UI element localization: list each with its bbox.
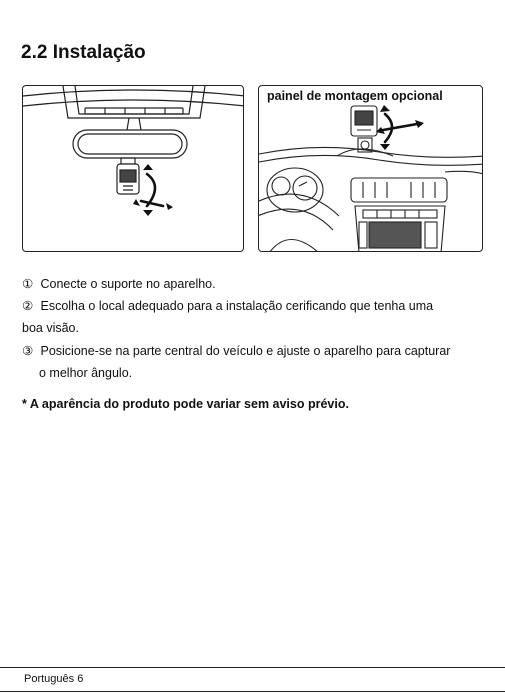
figure-label: painel de montagem opcional [267, 89, 443, 103]
step-2-text-cont: boa visão. [22, 321, 79, 335]
step-1 [22, 273, 216, 295]
dashboard-mount-illustration [258, 85, 483, 252]
step-2-continuation [22, 317, 79, 339]
footer-divider-top [0, 667, 505, 668]
step-3-text-cont: o melhor ângulo. [39, 366, 133, 380]
step-1-marker: ① [22, 277, 34, 291]
disclaimer-note: * A aparência do produto pode variar sem aviso prévio. [22, 397, 349, 411]
step-2-text: Escolha o local adequado para a instalação cerificando que tenha uma [40, 299, 434, 313]
step-2-marker: ② [22, 299, 34, 313]
step-3 [22, 340, 450, 362]
footer-divider-bottom [0, 691, 505, 692]
step-3-text: Posicione-se na parte central do veículo e ajuste o aparelho para capturar [40, 344, 451, 358]
step-3-marker: ③ [22, 344, 34, 358]
step-1-text: Conecte o suporte no aparelho. [40, 277, 216, 291]
section-title: 2.2 Instalação [21, 42, 146, 63]
step-2 [22, 295, 433, 317]
mirror-mount-illustration [22, 85, 244, 252]
page-footer: Português 6 [24, 673, 84, 685]
step-3-continuation [39, 362, 132, 384]
